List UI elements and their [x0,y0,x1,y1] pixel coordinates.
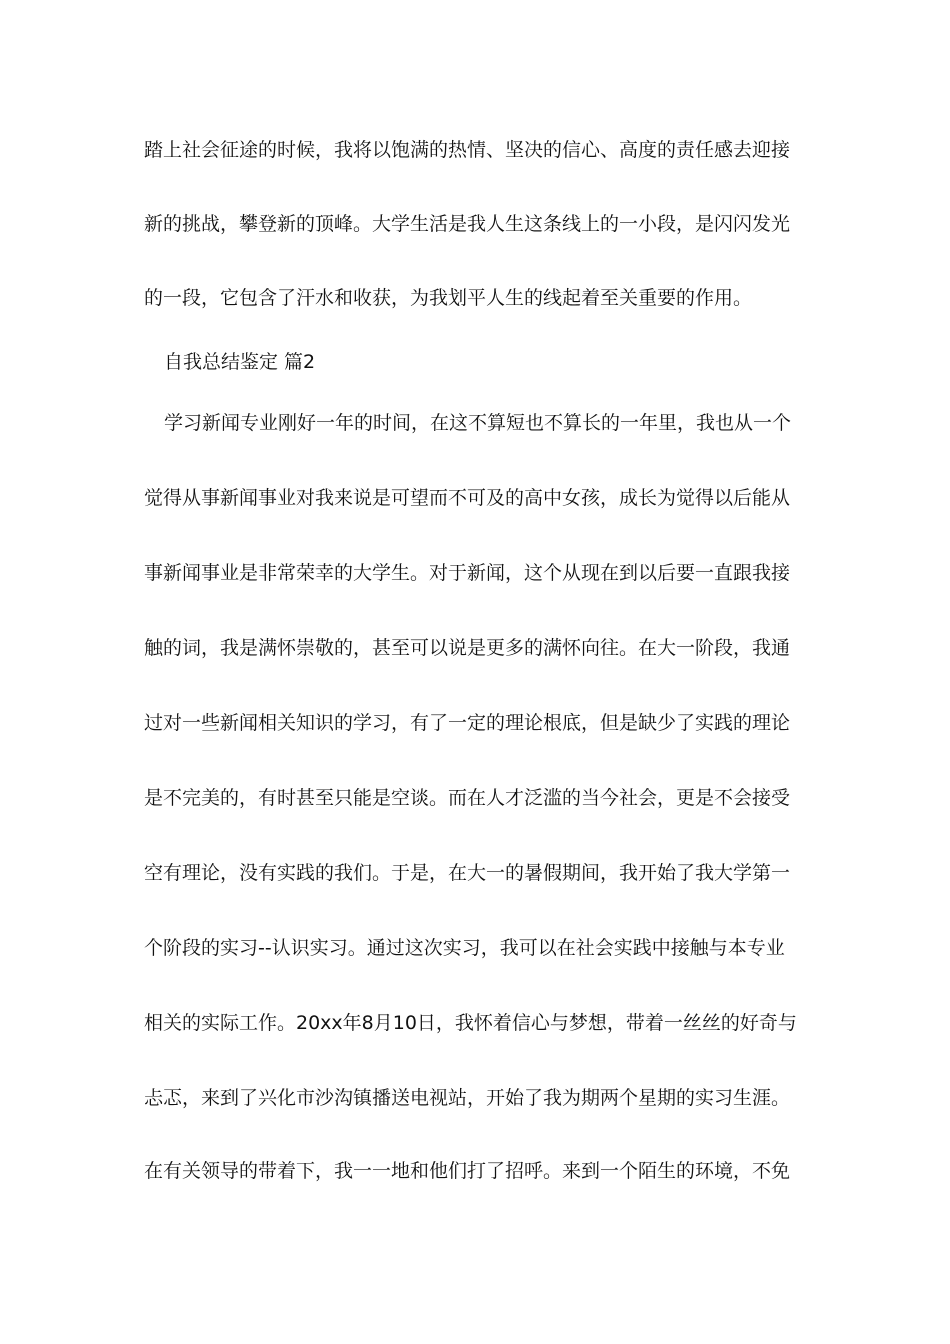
paragraph-line: 觉得从事新闻事业对我来说是可望而不可及的高中女孩，成长为觉得以后能从 [144,487,791,509]
paragraph-line: 是不完美的，有时甚至只能是空谈。而在人才泛滥的当今社会，更是不会接受 [144,787,791,809]
paragraph-line: 空有理论，没有实践的我们。于是，在大一的暑假期间，我开始了我大学第一 [144,862,791,884]
paragraph-line: 事新闻事业是非常荣幸的大学生。对于新闻，这个从现在到以后要一直跟我接 [144,562,791,584]
section-heading: 自我总结鉴定 篇2 [164,351,316,373]
paragraph-line: 新的挑战，攀登新的顶峰。大学生活是我人生这条线上的一小段，是闪闪发光 [144,213,791,235]
paragraph-line: 相关的实际工作。20xx年8月10日，我怀着信心与梦想，带着一丝丝的好奇与 [144,1012,797,1034]
paragraph-line: 的一段，它包含了汗水和收获，为我划平人生的线起着至关重要的作用。 [144,287,753,309]
paragraph-line: 踏上社会征途的时候，我将以饱满的热情、坚决的信心、高度的责任感去迎接 [144,139,791,161]
paragraph-line: 触的词，我是满怀崇敬的，甚至可以说是更多的满怀向往。在大一阶段，我通 [144,637,791,659]
paragraph-line: 过对一些新闻相关知识的学习，有了一定的理论根底，但是缺少了实践的理论 [144,712,791,734]
paragraph-line: 学习新闻专业刚好一年的时间，在这不算短也不算长的一年里，我也从一个 [164,412,792,434]
paragraph-line: 在有关领导的带着下，我一一地和他们打了招呼。来到一个陌生的环境，不免 [144,1160,791,1182]
paragraph-line: 忐忑，来到了兴化市沙沟镇播送电视站，开始了我为期两个星期的实习生涯。 [144,1087,791,1109]
paragraph-line: 个阶段的实习--认识实习。通过这次实习，我可以在社会实践中接触与本专业 [144,937,785,959]
